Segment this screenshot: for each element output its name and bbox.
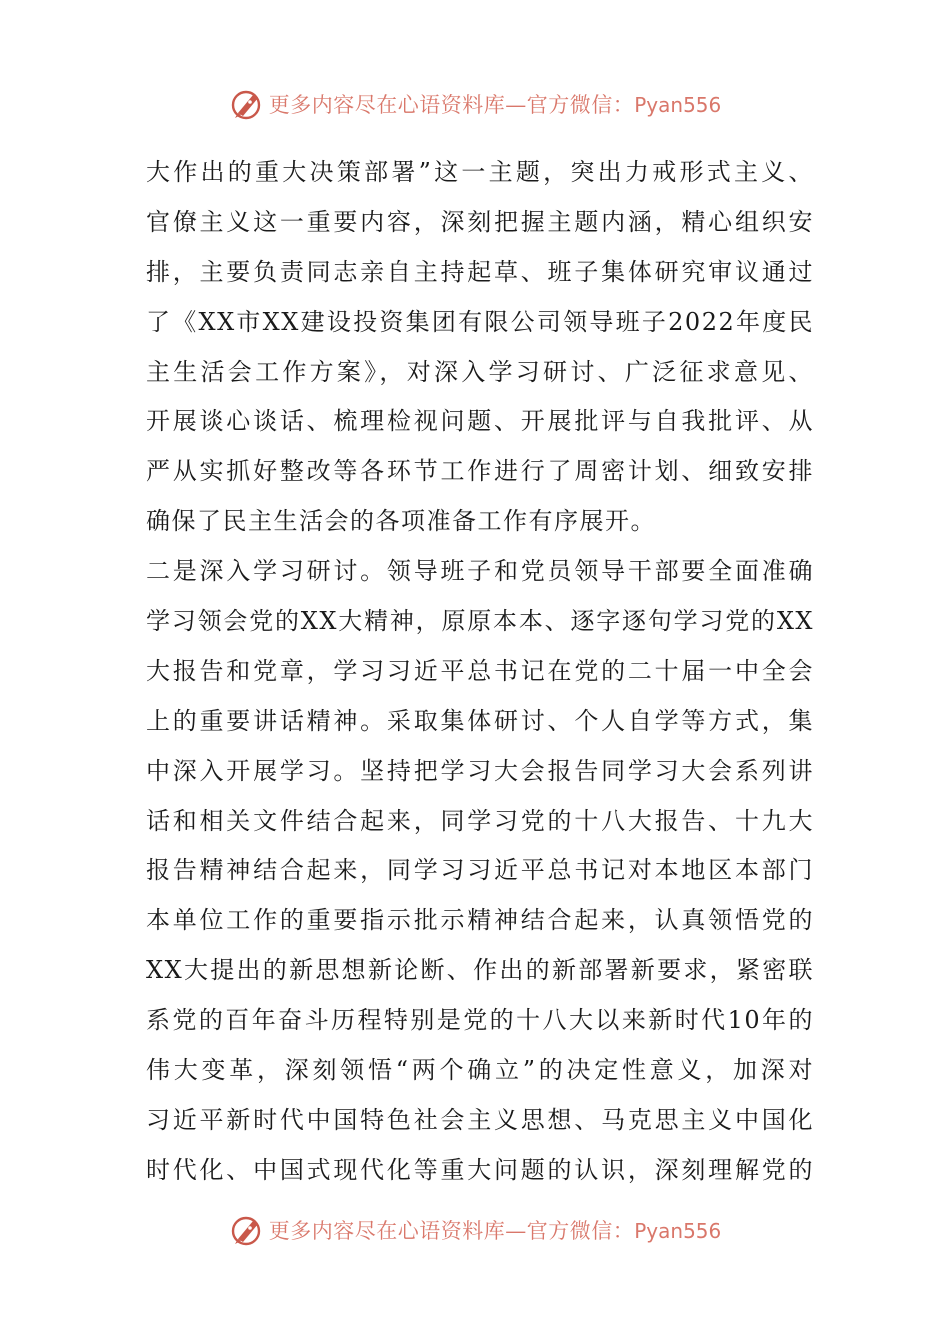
watermark-text: 更多内容尽在心语资料库—官方微信：Pyan556: [268, 1219, 722, 1243]
footer-watermark: [0, 1208, 950, 1252]
pen-nib-circle-icon: [229, 86, 265, 122]
text-line: XX大提出的新思想新论断、作出的新部署新要求，紧密联: [146, 956, 814, 985]
text-line: 话和相关文件结合起来，同学习党的十八大报告、十九大: [146, 806, 814, 835]
text-line: 了《XX市XX建设投资集团有限公司领导班子2022年度民: [146, 307, 814, 336]
text-line: 学习领会党的XX大精神，原原本本、逐字逐句学习党的XX: [146, 607, 814, 636]
text-line: 中深入开展学习。坚持把学习大会报告同学习大会系列讲: [146, 756, 814, 785]
text-line: 二是深入学习研讨。领导班子和党员领导干部要全面准确: [146, 557, 814, 586]
text-line: 确保了民主生活会的各项准备工作有序展开。: [146, 507, 656, 536]
text-line: 习近平新时代中国特色社会主义思想、马克思主义中国化: [146, 1105, 814, 1134]
text-line: 上的重要讲话精神。采取集体研讨、个人自学等方式，集: [146, 706, 814, 735]
text-line: 伟大变革，深刻领悟“两个确立”的决定性意义，加深对: [146, 1056, 814, 1085]
text-line: 报告精神结合起来，同学习习近平总书记对本地区本部门: [146, 856, 814, 885]
header-watermark: [0, 82, 950, 126]
text-line: 本单位工作的重要指示批示精神结合起来，认真领悟党的: [146, 906, 814, 935]
text-line: 主生活会工作方案》，对深入学习研讨、广泛征求意见、: [146, 357, 814, 386]
watermark-text: 更多内容尽在心语资料库—官方微信：Pyan556: [268, 93, 722, 117]
text-line: 大作出的重大决策部署”这一主题，突出力戒形式主义、: [146, 158, 814, 186]
text-line: 严从实抓好整改等各环节工作进行了周密计划、细致安排: [146, 457, 814, 486]
text-line: 官僚主义这一重要内容，深刻把握主题内涵，精心组织安: [146, 207, 814, 236]
pen-nib-circle-icon: [229, 1212, 265, 1248]
document-body: [146, 148, 814, 1196]
text-line: 时代化、中国式现代化等重大问题的认识，深刻理解党的: [146, 1155, 814, 1184]
text-line: 排，主要负责同志亲自主持起草、班子集体研究审议通过: [146, 257, 814, 286]
text-line: 大报告和党章，学习习近平总书记在党的二十届一中全会: [146, 656, 814, 685]
text-line: 系党的百年奋斗历程特别是党的十八大以来新时代10年的: [146, 1006, 814, 1035]
text-line: 开展谈心谈话、梳理检视问题、开展批评与自我批评、从: [146, 407, 814, 436]
